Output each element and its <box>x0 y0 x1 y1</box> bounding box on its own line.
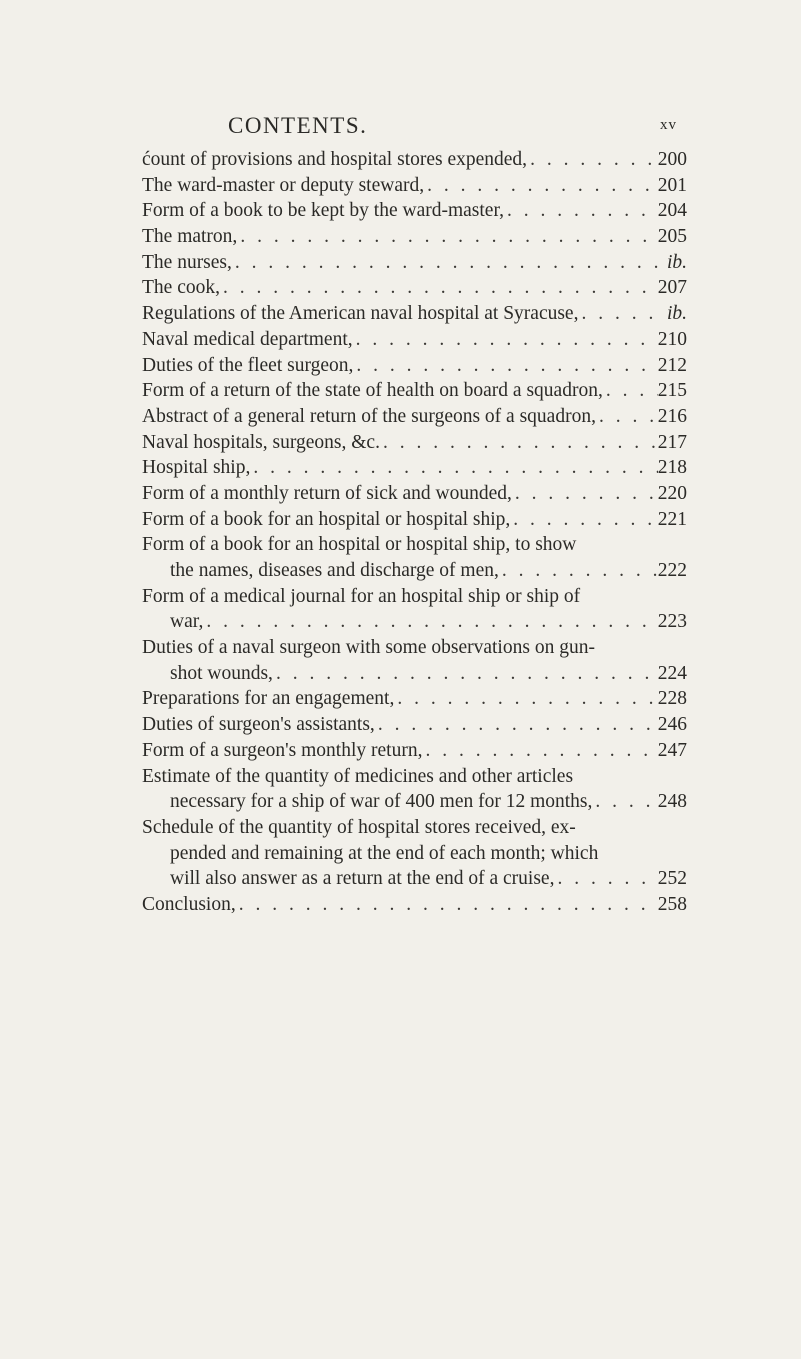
toc-entry <box>142 378 687 404</box>
toc-entry <box>142 635 687 686</box>
dot-leader <box>512 481 658 507</box>
toc-entry <box>142 455 687 481</box>
toc-entry <box>142 815 687 892</box>
toc-entry-line-wrapped <box>142 635 687 661</box>
dot-leader <box>592 789 657 815</box>
toc-entry-page: 258 <box>657 893 687 915</box>
toc-entry-page: 252 <box>657 868 687 890</box>
toc-entry <box>142 173 687 199</box>
toc-entry-page: 247 <box>657 739 687 761</box>
toc-entry-line <box>142 327 687 353</box>
dot-leader <box>510 507 657 533</box>
page-number: xv <box>660 117 677 133</box>
dot-leader <box>237 224 657 250</box>
dot-leader <box>250 455 657 481</box>
toc-entry-line <box>142 609 687 635</box>
toc-entry-title: The nurses, <box>142 251 232 273</box>
toc-entry <box>142 301 687 327</box>
toc-entry-line <box>142 661 687 687</box>
toc-entry-title: Abstract of a general return of the surgeons of a squadron, <box>142 405 596 427</box>
toc-entry-title: Form of a return of the state of health on board a squadron, <box>142 380 603 402</box>
toc-entry-line-wrapped <box>142 841 687 867</box>
toc-entry-page: 217 <box>657 431 687 453</box>
toc-entry <box>142 147 687 173</box>
dot-leader <box>353 353 657 379</box>
running-header <box>0 113 801 143</box>
toc-entry-line <box>142 738 687 764</box>
toc-entry <box>142 532 687 583</box>
dot-leader <box>424 173 658 199</box>
toc-entry-line <box>142 866 687 892</box>
toc-entry <box>142 738 687 764</box>
dot-leader <box>394 686 657 712</box>
toc-entry-title: ćount of provisions and hospital stores expended, <box>142 149 528 170</box>
toc-entry-page: 216 <box>657 405 687 427</box>
dot-leader <box>596 404 658 430</box>
toc-entry-line <box>142 147 687 173</box>
toc-entry-line <box>142 455 687 481</box>
toc-entry-title: Duties of the fleet surgeon, <box>142 354 354 376</box>
toc-entry-line-wrapped <box>142 584 687 610</box>
toc-entry-line <box>142 686 687 712</box>
toc-entry <box>142 764 687 815</box>
toc-entry <box>142 686 687 712</box>
toc-entry-line <box>142 430 687 456</box>
toc-entry-line <box>142 378 687 404</box>
toc-entry <box>142 507 687 533</box>
toc-entry-page: 201 <box>657 174 687 196</box>
toc-entry-title: Form of a book for an hospital or hospital ship, <box>142 508 511 530</box>
toc-entry-line <box>142 712 687 738</box>
toc-entry <box>142 481 687 507</box>
dot-leader <box>603 378 658 404</box>
dot-leader <box>353 327 658 353</box>
toc-entry-title: shot wounds, <box>170 662 273 684</box>
dot-leader <box>554 866 657 892</box>
toc-entry-page: 215 <box>657 380 687 402</box>
toc-entry-page: 205 <box>657 226 687 248</box>
toc-entry <box>142 892 687 918</box>
toc-entry-page: 212 <box>657 354 687 376</box>
dot-leader <box>422 738 657 764</box>
toc-entry-line <box>142 507 687 533</box>
toc-entry <box>142 404 687 430</box>
toc-entry-title: Form of a book for an hospital or hospital ship, to show <box>142 534 577 556</box>
toc-entry-title: pended and remaining at the end of each month; which <box>170 842 599 864</box>
toc-entry-title: Form of a surgeon's monthly return, <box>142 739 423 761</box>
toc-entry-line <box>142 301 687 327</box>
toc-entry-title: Naval medical department, <box>142 328 353 350</box>
toc-entry-line <box>142 558 687 584</box>
toc-entry-title: The ward-master or deputy steward, <box>142 174 425 196</box>
toc-entry-line-wrapped <box>142 764 687 790</box>
toc-entry-title: Hospital ship, <box>142 457 251 479</box>
toc-entry-title: Naval hospitals, surgeons, &c. <box>142 431 380 453</box>
toc-entry-title: the names, diseases and discharge of men, <box>170 560 499 581</box>
dot-leader <box>499 558 658 584</box>
toc-entry <box>142 430 687 456</box>
dot-leader <box>273 661 658 687</box>
dot-leader <box>375 712 658 738</box>
toc-entry-page: 204 <box>657 200 687 222</box>
toc-entry-title: war, <box>170 611 204 633</box>
toc-entry-title: Preparations for an engagement, <box>142 688 395 710</box>
toc-entry <box>142 198 687 224</box>
toc-entry-line <box>142 481 687 507</box>
toc-entry <box>142 250 687 276</box>
toc-entry-page: 224 <box>657 662 687 684</box>
toc-entry-page: 218 <box>657 457 687 479</box>
table-of-contents <box>142 147 687 918</box>
dot-leader <box>236 892 658 918</box>
toc-entry-line <box>142 224 687 250</box>
toc-entry-line <box>142 404 687 430</box>
toc-entry-line <box>142 173 687 199</box>
toc-entry-title: The matron, <box>142 226 238 248</box>
toc-entry-title: Conclusion, <box>142 893 236 915</box>
toc-entry-page: 222 <box>657 560 687 581</box>
toc-entry <box>142 275 687 301</box>
dot-leader <box>203 609 657 635</box>
toc-entry-page: 228 <box>657 688 687 710</box>
page-title: CONTENTS. <box>228 113 368 138</box>
toc-entry-line <box>142 789 687 815</box>
dot-leader <box>578 301 661 327</box>
dot-leader <box>527 147 658 173</box>
toc-entry-page: 220 <box>657 482 687 504</box>
toc-entry-title: will also answer as a return at the end of a cruise, <box>170 868 555 890</box>
toc-entry-line <box>142 250 687 276</box>
toc-entry-title: The cook, <box>142 277 220 299</box>
toc-entry-title: Duties of surgeon's assistants, <box>142 714 375 736</box>
dot-leader <box>232 250 661 276</box>
toc-entry-title: necessary for a ship of war of 400 men for 12 months, <box>170 791 593 813</box>
dot-leader <box>380 430 658 456</box>
dot-leader <box>220 275 658 301</box>
toc-entry-line-wrapped <box>142 532 687 558</box>
toc-entry-title: Form of a medical journal for an hospital ship or ship of <box>142 585 581 607</box>
toc-entry-line <box>142 892 687 918</box>
toc-entry-page: 210 <box>657 328 687 350</box>
toc-entry-page: 248 <box>657 791 687 813</box>
toc-entry-title: Form of a book to be kept by the ward-master, <box>142 200 505 222</box>
toc-entry-page: 200 <box>657 149 687 170</box>
toc-entry-page: 223 <box>657 611 687 633</box>
toc-entry-page: ib. <box>666 251 687 273</box>
toc-entry-title: Schedule of the quantity of hospital stores received, ex- <box>142 816 576 838</box>
toc-entry-title: Duties of a naval surgeon with some observations on gun- <box>142 637 595 659</box>
toc-entry-page: 221 <box>657 508 687 530</box>
toc-entry <box>142 224 687 250</box>
toc-entry-line <box>142 198 687 224</box>
toc-entry-title: Estimate of the quantity of medicines and other articles <box>142 765 574 787</box>
toc-entry-line-wrapped <box>142 815 687 841</box>
toc-entry-page: 207 <box>657 277 687 299</box>
toc-entry-title: Regulations of the American naval hospital at Syracuse, <box>142 303 579 325</box>
toc-entry-line <box>142 353 687 379</box>
toc-entry-line <box>142 275 687 301</box>
toc-entry-title: Form of a monthly return of sick and wounded, <box>142 482 512 504</box>
toc-entry-page: ib. <box>666 303 687 325</box>
toc-entry-page: 246 <box>657 714 687 736</box>
toc-entry <box>142 353 687 379</box>
dot-leader <box>504 198 658 224</box>
toc-entry <box>142 712 687 738</box>
toc-entry <box>142 584 687 635</box>
toc-entry <box>142 327 687 353</box>
